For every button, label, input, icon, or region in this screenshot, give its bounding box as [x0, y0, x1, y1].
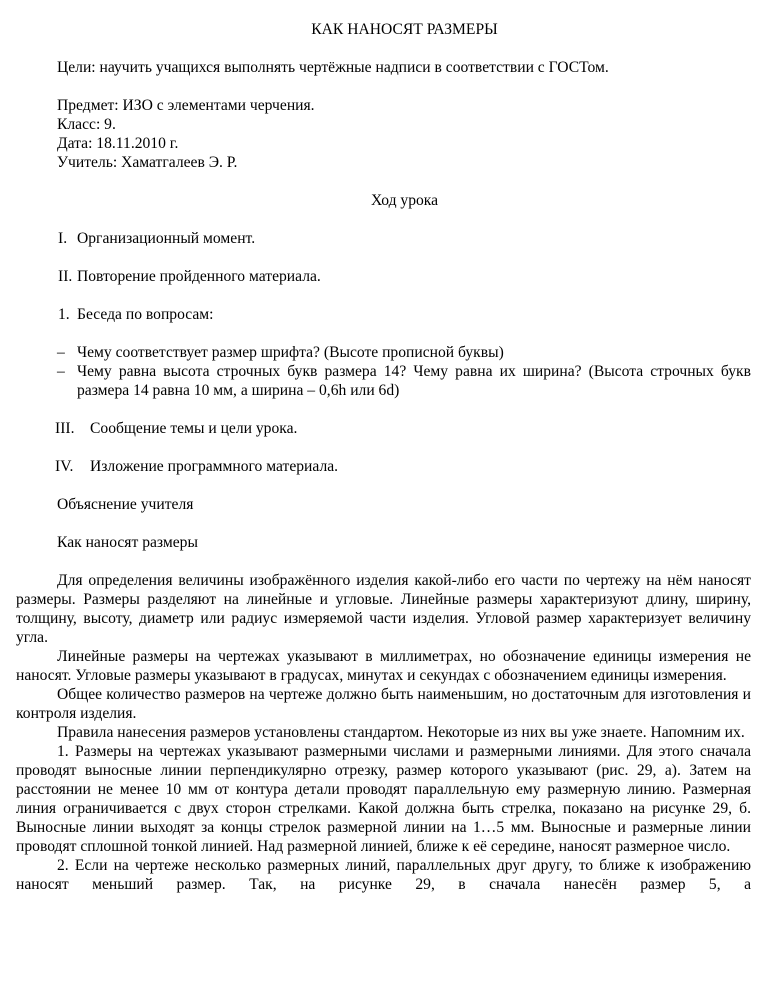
outline-item	[16, 457, 751, 476]
subheading-how-dimensions-applied: Как наносят размеры	[57, 534, 198, 551]
meta-date: Дата: 18.11.2010 г.	[57, 135, 179, 152]
outline-item	[16, 267, 751, 286]
outline-item	[16, 305, 751, 324]
body-paragraph: Правила нанесения размеров установлены стандартом. Некоторые из них вы уже знаете. Напомним их.	[57, 724, 745, 741]
dash-marker: –	[57, 363, 65, 380]
subheading-teacher-explanation: Объяснение учителя	[57, 496, 194, 513]
body-paragraph: Линейные размеры на чертежах указывают в миллиметрах, но обозначение единицы измерения не наносят. Угловые размеры указывают в градусах, минутах и секундах с обозначением единицы измерения.	[16, 648, 751, 684]
goal-line: Цели: научить учащихся выполнять чертёжные надписи в соответствии с ГОСТом.	[57, 59, 609, 76]
dash-marker: –	[57, 344, 65, 361]
lesson-outline-continued	[16, 419, 751, 476]
body-text	[16, 571, 751, 894]
outline-item-text: Беседа по вопросам:	[77, 306, 214, 323]
question-item	[16, 362, 751, 400]
document-title: КАК НАНОСЯТ РАЗМЕРЫ	[311, 21, 498, 38]
list-marker: IV.	[55, 458, 74, 475]
outline-item-text: Изложение программного материала.	[90, 458, 339, 475]
meta-subject: Предмет: ИЗО с элементами черчения.	[57, 97, 315, 114]
body-paragraph: 2. Если на чертеже несколько размерных линий, параллельных друг другу, то ближе к изображению наносят меньший размер. Так, на рисунке 29, в сначала нанесён размер 5, а	[16, 857, 751, 893]
question-item	[16, 343, 751, 362]
body-paragraph: 1. Размеры на чертежах указывают размерными числами и размерными линиями. Для этого сначала проводят выносные линии перпендикулярно отрезку, размер которого указывают (рис. 29, а). Затем на расстоянии не менее 10 мм от контура детали проводят параллельную ему размерную линию. Размерная линия ограничивается с двух сторон стрелками. Какой должна быть стрелка, показано на рисунке 29, б. Выносные линии выходят за концы стрелок размерной линии на 1…5 мм. Выносные и размерные линии проводят сплошной тонкой линией. Над размерной линией, ближе к её середине, наносят размерное число.	[16, 743, 751, 855]
question-list	[16, 343, 751, 400]
meta-class: Класс: 9.	[57, 116, 116, 133]
body-paragraph: Для определения величины изображённого изделия какой-либо его части по чертежу на нём наносят размеры. Размеры разделяют на линейные и угловые. Линейные размеры характеризуют длину, ширину, толщину, высоту, диаметр или радиус измеряемой части изделия. Угловой размер характеризует величину угла.	[16, 572, 751, 646]
list-marker: II.	[58, 268, 73, 285]
question-item-text: Чему соответствует размер шрифта? (Высоте прописной буквы)	[77, 344, 504, 361]
outline-item	[16, 229, 751, 248]
outline-item-text: Организационный момент.	[77, 230, 256, 247]
body-paragraph: Общее количество размеров на чертеже должно быть наименьшим, но достаточным для изготовления и контроля изделия.	[16, 686, 751, 722]
outline-item-text: Повторение пройденного материала.	[77, 268, 321, 285]
list-marker: 1.	[58, 306, 70, 323]
lesson-outline	[16, 229, 751, 324]
list-marker: I.	[58, 230, 68, 247]
meta-teacher: Учитель: Хаматгалеев Э. Р.	[57, 154, 238, 171]
question-item-text: Чему равна высота строчных букв размера 14? Чему равна их ширина? (Высота строчных букв размера 14 равна 10 мм, а ширина – 0,6h или 6d)	[77, 363, 751, 399]
meta-block	[16, 96, 751, 172]
lesson-heading: Ход урока	[370, 192, 439, 209]
outline-item-text: Сообщение темы и цели урока.	[90, 420, 298, 437]
list-marker: III.	[55, 420, 75, 437]
outline-item	[16, 419, 751, 438]
